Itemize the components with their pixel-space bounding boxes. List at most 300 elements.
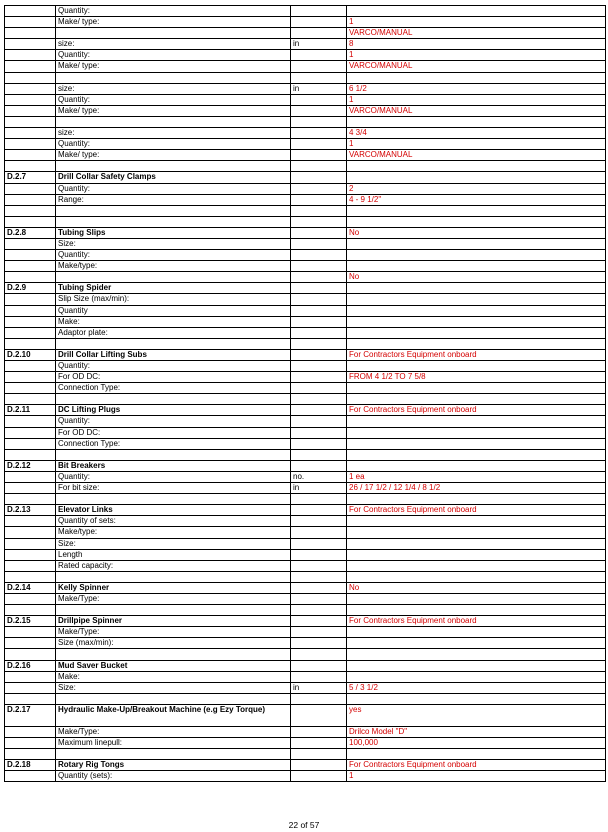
unit-cell	[291, 383, 347, 394]
table-row	[5, 272, 606, 283]
item-code-cell	[5, 416, 56, 427]
value-cell: For Contractors Equipment onboard	[347, 616, 606, 627]
item-code-cell	[5, 605, 56, 616]
table-row	[5, 627, 606, 638]
unit-cell	[291, 549, 347, 560]
item-label-cell	[56, 72, 291, 83]
item-label-cell: Make/type:	[56, 527, 291, 538]
table-row	[5, 460, 606, 471]
unit-cell: in	[291, 39, 347, 50]
table-row	[5, 61, 606, 72]
table-row	[5, 682, 606, 693]
table-row	[5, 638, 606, 649]
item-code-cell	[5, 427, 56, 438]
item-code-cell	[5, 183, 56, 194]
unit-cell	[291, 671, 347, 682]
item-label-cell	[56, 28, 291, 39]
item-label-cell	[56, 749, 291, 760]
item-code-cell	[5, 471, 56, 482]
item-code-cell	[5, 638, 56, 649]
unit-cell	[291, 161, 347, 172]
item-label-cell: Rotary Rig Tongs	[56, 760, 291, 771]
value-cell: Drilco Model "D"	[347, 726, 606, 737]
value-cell	[347, 449, 606, 460]
value-cell: 4 - 9 1/2"	[347, 194, 606, 205]
item-label-cell: For OD DC:	[56, 427, 291, 438]
unit-cell	[291, 116, 347, 127]
item-code-cell: D.2.7	[5, 172, 56, 183]
table-row	[5, 726, 606, 737]
unit-cell	[291, 349, 347, 360]
item-code-cell	[5, 261, 56, 272]
unit-cell	[291, 538, 347, 549]
item-code-cell	[5, 305, 56, 316]
value-cell	[347, 261, 606, 272]
value-cell	[347, 338, 606, 349]
item-label-cell: Make/Type:	[56, 593, 291, 604]
item-code-cell	[5, 294, 56, 305]
unit-cell	[291, 571, 347, 582]
item-label-cell: Slip Size (max/min):	[56, 294, 291, 305]
table-row	[5, 183, 606, 194]
item-code-cell	[5, 627, 56, 638]
item-label-cell: Size:	[56, 682, 291, 693]
item-code-cell	[5, 94, 56, 105]
table-row	[5, 571, 606, 582]
table-row	[5, 738, 606, 749]
item-label-cell: Quantity:	[56, 50, 291, 61]
table-row	[5, 205, 606, 216]
unit-cell	[291, 760, 347, 771]
item-code-cell: D.2.18	[5, 760, 56, 771]
item-code-cell: D.2.15	[5, 616, 56, 627]
item-code-cell	[5, 28, 56, 39]
table-row	[5, 660, 606, 671]
value-cell: 8	[347, 39, 606, 50]
unit-cell	[291, 494, 347, 505]
item-code-cell	[5, 738, 56, 749]
value-cell: 1	[347, 50, 606, 61]
unit-cell	[291, 216, 347, 227]
value-cell	[347, 460, 606, 471]
item-code-cell	[5, 128, 56, 139]
item-code-cell	[5, 272, 56, 283]
unit-cell	[291, 527, 347, 538]
item-code-cell: D.2.13	[5, 505, 56, 516]
table-row	[5, 105, 606, 116]
unit-cell	[291, 338, 347, 349]
value-cell: 2	[347, 183, 606, 194]
unit-cell	[291, 172, 347, 183]
table-row	[5, 372, 606, 383]
item-label-cell: size:	[56, 128, 291, 139]
value-cell: VARCO/MANUAL	[347, 150, 606, 161]
unit-cell	[291, 749, 347, 760]
item-label-cell: Quantity:	[56, 250, 291, 261]
unit-cell	[291, 427, 347, 438]
table-row	[5, 227, 606, 238]
table-row	[5, 128, 606, 139]
unit-cell	[291, 139, 347, 150]
table-row	[5, 394, 606, 405]
unit-cell: in	[291, 83, 347, 94]
item-code-cell	[5, 726, 56, 737]
table-row	[5, 116, 606, 127]
item-code-cell: D.2.14	[5, 582, 56, 593]
item-label-cell: Size:	[56, 538, 291, 549]
item-code-cell	[5, 527, 56, 538]
item-label-cell	[56, 449, 291, 460]
item-label-cell: Adaptor plate:	[56, 327, 291, 338]
table-row	[5, 294, 606, 305]
unit-cell	[291, 394, 347, 405]
unit-cell	[291, 238, 347, 249]
unit-cell	[291, 17, 347, 28]
value-cell	[347, 416, 606, 427]
unit-cell	[291, 28, 347, 39]
item-label-cell: Make/type:	[56, 261, 291, 272]
item-code-cell	[5, 560, 56, 571]
item-label-cell	[56, 605, 291, 616]
item-code-cell	[5, 449, 56, 460]
item-label-cell: Make/ type:	[56, 17, 291, 28]
table-row	[5, 549, 606, 560]
table-row	[5, 83, 606, 94]
value-cell	[347, 649, 606, 660]
table-row	[5, 560, 606, 571]
unit-cell	[291, 449, 347, 460]
value-cell	[347, 749, 606, 760]
item-code-cell: D.2.11	[5, 405, 56, 416]
item-code-cell	[5, 771, 56, 782]
value-cell	[347, 305, 606, 316]
unit-cell: no.	[291, 471, 347, 482]
item-label-cell	[56, 693, 291, 704]
value-cell	[347, 527, 606, 538]
value-cell	[347, 283, 606, 294]
item-code-cell	[5, 61, 56, 72]
value-cell: 1	[347, 17, 606, 28]
item-code-cell	[5, 671, 56, 682]
item-label-cell: size:	[56, 39, 291, 50]
item-code-cell	[5, 494, 56, 505]
unit-cell	[291, 516, 347, 527]
table-row	[5, 616, 606, 627]
value-cell	[347, 161, 606, 172]
unit-cell	[291, 405, 347, 416]
item-code-cell	[5, 316, 56, 327]
value-cell: No	[347, 272, 606, 283]
item-code-cell	[5, 649, 56, 660]
value-cell	[347, 638, 606, 649]
item-code-cell	[5, 161, 56, 172]
table-row	[5, 671, 606, 682]
value-cell	[347, 294, 606, 305]
table-row	[5, 483, 606, 494]
value-cell: 1	[347, 139, 606, 150]
item-code-cell: D.2.17	[5, 704, 56, 726]
unit-cell	[291, 316, 347, 327]
table-row	[5, 72, 606, 83]
item-code-cell	[5, 372, 56, 383]
unit-cell	[291, 150, 347, 161]
unit-cell	[291, 560, 347, 571]
item-label-cell: Hydraulic Make-Up/Breakout Machine (e.g Ezy Torque)	[56, 704, 291, 726]
item-label-cell: Range:	[56, 194, 291, 205]
table-row	[5, 593, 606, 604]
item-label-cell	[56, 394, 291, 405]
item-label-cell: Quantity	[56, 305, 291, 316]
unit-cell	[291, 128, 347, 139]
item-label-cell: Tubing Slips	[56, 227, 291, 238]
table-row	[5, 6, 606, 17]
unit-cell	[291, 72, 347, 83]
table-row	[5, 438, 606, 449]
table-row	[5, 471, 606, 482]
table-row	[5, 582, 606, 593]
table-row	[5, 749, 606, 760]
item-label-cell: Make/ type:	[56, 150, 291, 161]
value-cell: VARCO/MANUAL	[347, 105, 606, 116]
item-code-cell	[5, 83, 56, 94]
value-cell	[347, 116, 606, 127]
table-row	[5, 194, 606, 205]
item-code-cell	[5, 216, 56, 227]
value-cell	[347, 671, 606, 682]
item-code-cell	[5, 139, 56, 150]
item-code-cell	[5, 338, 56, 349]
item-label-cell: Elevator Links	[56, 505, 291, 516]
value-cell	[347, 216, 606, 227]
unit-cell	[291, 50, 347, 61]
unit-cell	[291, 227, 347, 238]
value-cell: FROM 4 1/2 TO 7 5/8	[347, 372, 606, 383]
table-row	[5, 449, 606, 460]
table-row	[5, 238, 606, 249]
table-row	[5, 538, 606, 549]
item-label-cell	[56, 216, 291, 227]
item-label-cell: Make/Type:	[56, 627, 291, 638]
unit-cell	[291, 61, 347, 72]
value-cell	[347, 549, 606, 560]
table-row	[5, 494, 606, 505]
item-label-cell: Quantity of sets:	[56, 516, 291, 527]
unit-cell	[291, 205, 347, 216]
item-code-cell	[5, 538, 56, 549]
item-label-cell: Make:	[56, 316, 291, 327]
value-cell	[347, 72, 606, 83]
item-label-cell	[56, 338, 291, 349]
unit-cell	[291, 6, 347, 17]
value-cell	[347, 427, 606, 438]
item-label-cell: Make/ type:	[56, 105, 291, 116]
table-row	[5, 349, 606, 360]
unit-cell: in	[291, 682, 347, 693]
item-label-cell: Connection Type:	[56, 438, 291, 449]
item-code-cell	[5, 39, 56, 50]
table-row	[5, 405, 606, 416]
item-label-cell: Quantity:	[56, 94, 291, 105]
item-label-cell: Make/Type:	[56, 726, 291, 737]
item-label-cell: For bit size:	[56, 483, 291, 494]
table-row	[5, 50, 606, 61]
table-row	[5, 39, 606, 50]
item-code-cell: D.2.16	[5, 660, 56, 671]
item-label-cell: Quantity:	[56, 416, 291, 427]
item-label-cell: DC Lifting Plugs	[56, 405, 291, 416]
item-label-cell: Mud Saver Bucket	[56, 660, 291, 671]
item-label-cell	[56, 205, 291, 216]
value-cell	[347, 250, 606, 261]
item-label-cell: Quantity:	[56, 6, 291, 17]
value-cell	[347, 361, 606, 372]
unit-cell	[291, 693, 347, 704]
unit-cell	[291, 105, 347, 116]
unit-cell	[291, 438, 347, 449]
equipment-table	[4, 5, 606, 782]
value-cell: 1	[347, 771, 606, 782]
table-row	[5, 527, 606, 538]
item-code-cell: D.2.9	[5, 283, 56, 294]
value-cell	[347, 571, 606, 582]
item-label-cell: Connection Type:	[56, 383, 291, 394]
value-cell	[347, 627, 606, 638]
value-cell: For Contractors Equipment onboard	[347, 505, 606, 516]
item-label-cell: Make/ type:	[56, 61, 291, 72]
item-label-cell: Length	[56, 549, 291, 560]
value-cell: yes	[347, 704, 606, 726]
item-code-cell	[5, 593, 56, 604]
table-row	[5, 649, 606, 660]
item-label-cell: Quantity (sets):	[56, 771, 291, 782]
item-label-cell: Drill Collar Lifting Subs	[56, 349, 291, 360]
unit-cell	[291, 305, 347, 316]
value-cell: 4 3/4	[347, 128, 606, 139]
value-cell	[347, 660, 606, 671]
item-code-cell	[5, 17, 56, 28]
table-row	[5, 505, 606, 516]
unit-cell	[291, 272, 347, 283]
value-cell: 1	[347, 94, 606, 105]
value-cell: For Contractors Equipment onboard	[347, 405, 606, 416]
item-label-cell	[56, 494, 291, 505]
unit-cell	[291, 194, 347, 205]
value-cell: No	[347, 227, 606, 238]
item-label-cell: Make:	[56, 671, 291, 682]
unit-cell	[291, 416, 347, 427]
item-label-cell	[56, 272, 291, 283]
table-row	[5, 250, 606, 261]
item-code-cell	[5, 6, 56, 17]
value-cell	[347, 172, 606, 183]
item-label-cell: Quantity:	[56, 139, 291, 150]
item-label-cell: Size (max/min):	[56, 638, 291, 649]
table-row	[5, 283, 606, 294]
item-code-cell	[5, 250, 56, 261]
item-code-cell	[5, 72, 56, 83]
item-label-cell: For OD DC:	[56, 372, 291, 383]
unit-cell	[291, 505, 347, 516]
value-cell: For Contractors Equipment onboard	[347, 349, 606, 360]
item-code-cell	[5, 749, 56, 760]
unit-cell	[291, 460, 347, 471]
value-cell	[347, 6, 606, 17]
value-cell: 6 1/2	[347, 83, 606, 94]
item-code-cell	[5, 327, 56, 338]
unit-cell	[291, 294, 347, 305]
value-cell: 100,000	[347, 738, 606, 749]
unit-cell	[291, 738, 347, 749]
item-code-cell	[5, 150, 56, 161]
unit-cell	[291, 250, 347, 261]
table-row	[5, 161, 606, 172]
item-code-cell	[5, 483, 56, 494]
table-row	[5, 693, 606, 704]
table-row	[5, 150, 606, 161]
unit-cell	[291, 94, 347, 105]
table-row	[5, 427, 606, 438]
unit-cell	[291, 627, 347, 638]
item-label-cell	[56, 649, 291, 660]
value-cell	[347, 205, 606, 216]
table-row	[5, 28, 606, 39]
value-cell	[347, 605, 606, 616]
value-cell	[347, 316, 606, 327]
item-label-cell: Quantity:	[56, 471, 291, 482]
equipment-table-body	[5, 6, 606, 782]
table-row	[5, 760, 606, 771]
unit-cell: in	[291, 483, 347, 494]
item-code-cell	[5, 571, 56, 582]
item-code-cell	[5, 194, 56, 205]
value-cell: 5 / 3 1/2	[347, 682, 606, 693]
value-cell	[347, 394, 606, 405]
item-code-cell: D.2.8	[5, 227, 56, 238]
table-row	[5, 139, 606, 150]
unit-cell	[291, 361, 347, 372]
item-label-cell: Drillpipe Spinner	[56, 616, 291, 627]
item-label-cell	[56, 571, 291, 582]
table-row	[5, 771, 606, 782]
unit-cell	[291, 283, 347, 294]
value-cell	[347, 538, 606, 549]
item-label-cell: Maximum linepull:	[56, 738, 291, 749]
unit-cell	[291, 638, 347, 649]
item-label-cell: Size:	[56, 238, 291, 249]
item-code-cell	[5, 116, 56, 127]
item-label-cell: Quantity:	[56, 183, 291, 194]
value-cell	[347, 238, 606, 249]
item-code-cell	[5, 105, 56, 116]
item-label-cell: Drill Collar Safety Clamps	[56, 172, 291, 183]
value-cell: For Contractors Equipment onboard	[347, 760, 606, 771]
value-cell: VARCO/MANUAL	[347, 61, 606, 72]
value-cell	[347, 327, 606, 338]
value-cell: 1 ea	[347, 471, 606, 482]
table-row	[5, 516, 606, 527]
item-code-cell	[5, 205, 56, 216]
table-row	[5, 261, 606, 272]
item-code-cell	[5, 549, 56, 560]
item-label-cell: Tubing Spider	[56, 283, 291, 294]
unit-cell	[291, 593, 347, 604]
item-code-cell	[5, 238, 56, 249]
value-cell	[347, 494, 606, 505]
unit-cell	[291, 372, 347, 383]
unit-cell	[291, 649, 347, 660]
item-code-cell	[5, 682, 56, 693]
item-label-cell: Rated capacity:	[56, 560, 291, 571]
